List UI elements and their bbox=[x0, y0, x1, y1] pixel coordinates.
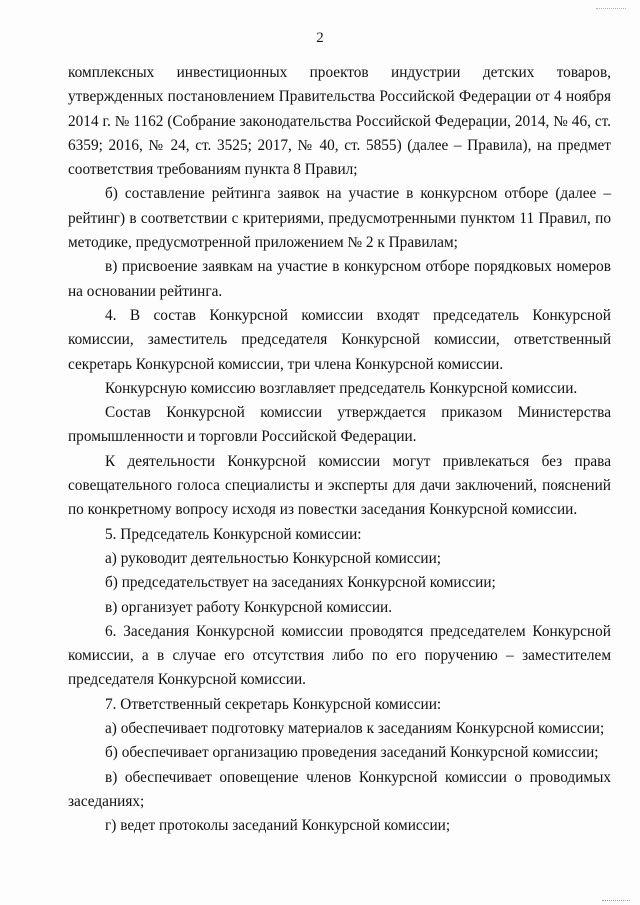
paragraph-clause-6: 6. Заседания Конкурсной комиссии проводятся председателем Конкурсной комиссии, а в случае его отсутствия либо по его поручению – заместителем председателя Конкурсной комиссии. bbox=[68, 622, 611, 689]
paragraph-clause-7: 7. Ответственный секретарь Конкурсной комиссии: bbox=[105, 695, 442, 713]
paragraph-clause-7-g: г) ведет протоколы заседаний Конкурсной комиссии; bbox=[105, 817, 451, 835]
paragraph-commission-composition: Состав Конкурсной комиссии утверждается приказом Министерства промышленности и торговли Российской Федерации. bbox=[68, 404, 611, 446]
paragraph-continuation: комплексных инвестиционных проектов индустрии детских товаров, утвержденных постановлением Правительства Российской Федерации от 4 ноября 2014 г. № 1162 (Собрание законодательства Российской Федерации, 2014, № 46, ст. 6359; 2016, № 24, ст. 3525; 2017, № 40, ст. 5855) (далее – Правила), на предмет соответствия требованиям пункта 8 Правил; bbox=[68, 64, 611, 179]
paragraph-experts: К деятельности Конкурсной комиссии могут привлекаться без права совещательного голоса специалисты и эксперты для дачи заключений, пояснений по конкретному вопросу исходя из повестки заседания Конкурсной комиссии. bbox=[68, 452, 611, 519]
scan-mark-top bbox=[596, 8, 626, 11]
paragraph-clause-5-b: б) председательствует на заседаниях Конкурсной комиссии; bbox=[105, 574, 496, 592]
paragraph-clause-5-a: а) руководит деятельностью Конкурсной комиссии; bbox=[105, 549, 442, 567]
document-body bbox=[68, 61, 611, 839]
paragraph-commission-head: Конкурсную комиссию возглавляет председатель Конкурсной комиссии. bbox=[105, 379, 578, 397]
paragraph-clause-5-v: в) организует работу Конкурсной комиссии. bbox=[105, 598, 393, 616]
scan-mark-bottom bbox=[602, 896, 630, 901]
paragraph-clause-7-b: б) обеспечивает организацию проведения заседаний Конкурсной комиссии; bbox=[105, 744, 599, 762]
paragraph-item-v-numbering: в) присвоение заявкам на участие в конкурсном отборе порядковых номеров на основании рейтинга. bbox=[68, 258, 611, 300]
paragraph-clause-7-v: в) обеспечивает оповещение членов Конкурсной комиссии о проводимых заседаниях; bbox=[68, 768, 611, 810]
page-number: 2 bbox=[316, 30, 324, 46]
paragraph-item-b-rating: б) составление рейтинга заявок на участие в конкурсном отборе (далее – рейтинг) в соответствии с критериями, предусмотренными пунктом 11 Правил, по методике, предусмотренной приложением № 2 к Правилам; bbox=[68, 185, 611, 252]
paragraph-clause-5: 5. Председатель Конкурсной комиссии: bbox=[105, 525, 362, 543]
paragraph-clause-4: 4. В состав Конкурсной комиссии входят председатель Конкурсной комиссии, заместитель председателя Конкурсной комиссии, ответственный секретарь Конкурсной комиссии, три члена Конкурсной комиссии. bbox=[68, 306, 611, 373]
paragraph-clause-7-a: а) обеспечивает подготовку материалов к заседаниям Конкурсной комиссии; bbox=[105, 720, 605, 738]
